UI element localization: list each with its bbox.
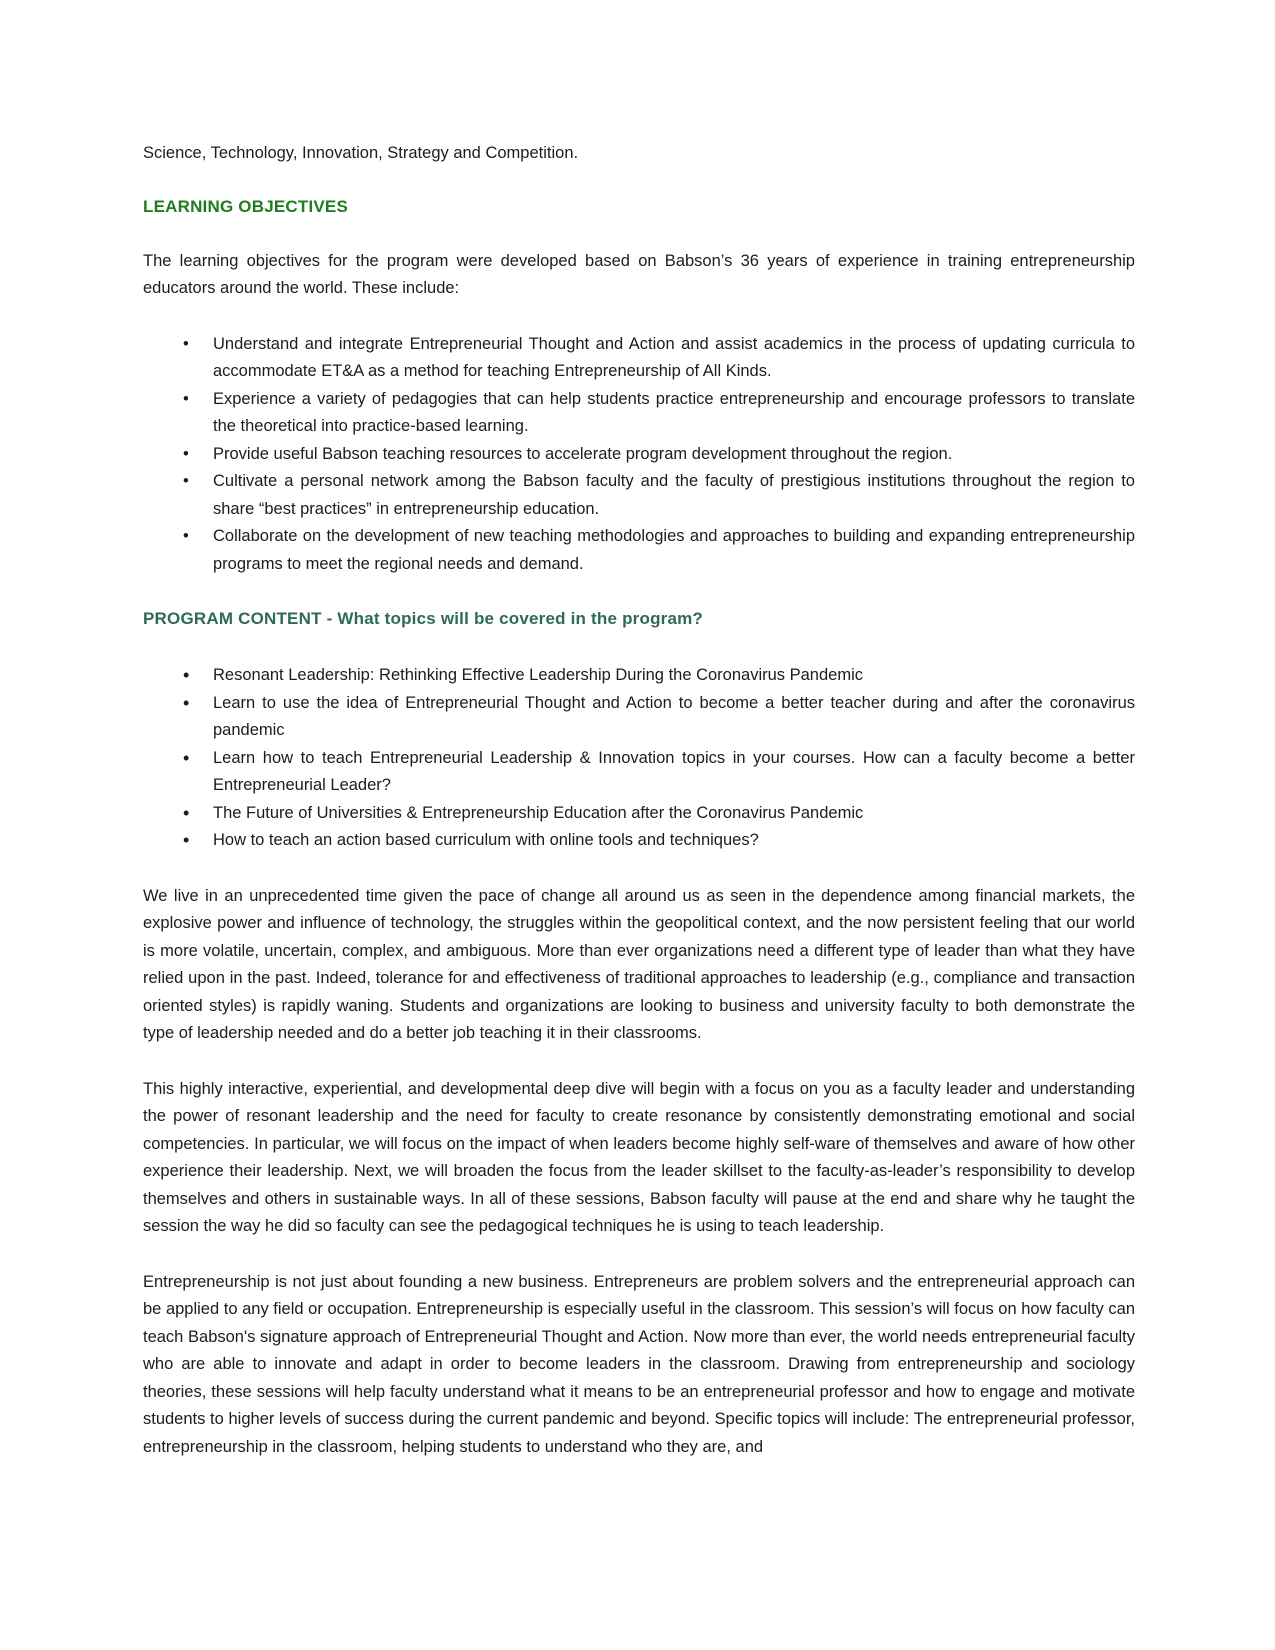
learning-objective-item: • Collaborate on the development of new teaching methodologies and approaches to building and expanding entrepreneurship programs to meet the regional needs and demand. — [143, 523, 1135, 578]
learning-objectives-heading: LEARNING OBJECTIVES — [143, 196, 348, 216]
lead-paragraph: Science, Technology, Innovation, Strategy and Competition. — [143, 144, 579, 162]
program-content-heading: PROGRAM CONTENT - What topics will be covered in the program? — [143, 609, 704, 628]
learning-objective-item: • Understand and integrate Entrepreneurial Thought and Action and assist academics in the process of updating curricula to accommodate ET&A as a method for teaching Entrepreneurship of All Kinds. — [143, 331, 1135, 386]
body-paragraphs — [143, 883, 1135, 1462]
learning-objectives-intro: The learning objectives for the program were developed based on Babson’s 36 years of experience in training entrepreneurship educators around the world. These include: — [143, 251, 1135, 297]
learning-objective-item: • Experience a variety of pedagogies that can help students practice entrepreneurship and encourage professors to translate the theoretical into practice-based learning. — [143, 386, 1135, 441]
body-paragraph: Entrepreneurship is not just about founding a new business. Entrepreneurs are problem solvers and the entrepreneurial approach can be applied to any field or occupation. Entrepreneurship is especially useful in the classroom. This session’s will focus on how faculty can teach Babson's signature approach of Entrepreneurial Thought and Action. Now more than ever, the world needs entrepreneurial faculty who are able to innovate and adapt in order to become leaders in the classroom. Drawing from entrepreneurship and sociology theories, these sessions will help faculty understand what it means to be an entrepreneurial professor and how to engage and motivate students to higher levels of success during the current pandemic and beyond. Specific topics will include: The entrepreneurial professor, entrepreneurship in the classroom, helping students to understand who they are, and — [143, 1272, 1135, 1456]
program-topic-item: • How to teach an action based curriculum with online tools and techniques? — [143, 827, 1135, 855]
learning-objective-item: • Cultivate a personal network among the Babson faculty and the faculty of prestigious institutions throughout the region to share “best practices” in entrepreneurship education. — [143, 468, 1135, 523]
learning-objectives-list — [143, 331, 1135, 579]
body-paragraph: We live in an unprecedented time given the pace of change all around us as seen in the dependence among financial markets, the explosive power and influence of technology, the struggles within the geopolitical context, and the now persistent feeling that our world is more volatile, uncertain, complex, and ambiguous. More than ever organizations need a different type of leader than what they have relied upon in the past. Indeed, tolerance for and effectiveness of traditional approaches to leadership (e.g., compliance and transaction oriented styles) is rapidly waning. Students and organizations are looking to business and university faculty to both demonstrate the type of leadership needed and do a better job teaching it in their classrooms. — [143, 886, 1135, 1042]
program-content-list — [143, 662, 1135, 855]
learning-objective-item: • Provide useful Babson teaching resources to accelerate program development throughout the region. — [143, 441, 1135, 469]
program-topic-item: • The Future of Universities & Entrepreneurship Education after the Coronavirus Pandemic — [143, 800, 1135, 828]
program-topic-item: • Learn how to teach Entrepreneurial Leadership & Innovation topics in your courses. How can a faculty become a better Entrepreneurial Leader? — [143, 745, 1135, 800]
document-content — [143, 140, 1135, 1489]
body-paragraph: This highly interactive, experiential, and developmental deep dive will begin with a focus on you as a faculty leader and understanding the power of resonant leadership and the need for faculty to create resonance by consistently demonstrating emotional and social competencies. In particular, we will focus on the impact of when leaders become highly self-ware of themselves and aware of how other experience their leadership. Next, we will broaden the focus from the leader skillset to the faculty-as-leader’s responsibility to develop themselves and others in sustainable ways. In all of these sessions, Babson faculty will pause at the end and share why he taught the session the way he did so faculty can see the pedagogical techniques he is using to teach leadership. — [143, 1079, 1135, 1235]
program-topic-item: • Learn to use the idea of Entrepreneurial Thought and Action to become a better teacher during and after the coronavirus pandemic — [143, 690, 1135, 745]
program-topic-item: • Resonant Leadership: Rethinking Effective Leadership During the Coronavirus Pandemic — [143, 662, 1135, 690]
